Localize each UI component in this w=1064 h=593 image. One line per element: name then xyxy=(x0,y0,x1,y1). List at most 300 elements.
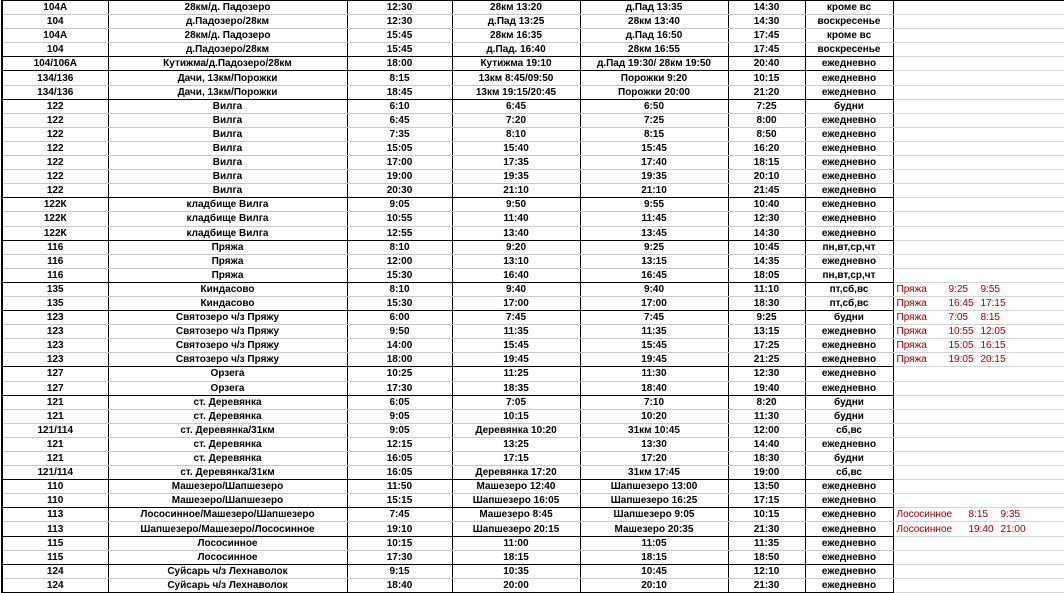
destination-cell: кладбище Вилга xyxy=(108,226,347,240)
side-note-cell xyxy=(893,99,1064,113)
operating-days-cell: пт,сб,вс xyxy=(805,282,893,296)
destination-cell: Пряжа xyxy=(108,268,347,282)
operating-days-cell: будни xyxy=(805,452,893,466)
stop-two-time-cell: 11:35 xyxy=(580,325,728,339)
timetable-row xyxy=(2,437,1064,451)
route-number-cell: 122 xyxy=(2,184,108,198)
destination-cell: ст. Деревянка xyxy=(108,409,347,423)
bus-timetable-sheet xyxy=(1,0,1064,591)
stop-two-time-cell: Порожки 9:20 xyxy=(580,71,728,85)
stop-one-time-cell: 13км 19:15/20:45 xyxy=(452,85,580,99)
arrival-time-cell: 8:20 xyxy=(728,395,805,409)
stop-one-time-cell: 17:35 xyxy=(452,156,580,170)
destination-cell: Пряжа xyxy=(108,254,347,268)
arrival-time-cell: 14:35 xyxy=(728,254,805,268)
route-number-cell: 110 xyxy=(2,494,108,508)
timetable-row xyxy=(2,127,1064,141)
arrival-time-cell: 17:45 xyxy=(728,43,805,57)
route-number-cell: 135 xyxy=(2,282,108,296)
arrival-time-cell: 10:15 xyxy=(728,508,805,522)
stop-two-time-cell: 31км 17:45 xyxy=(580,466,728,480)
operating-days-cell: ежедневно xyxy=(805,564,893,578)
destination-cell: Пряжа xyxy=(108,240,347,254)
stop-one-time-cell: 13:40 xyxy=(452,226,580,240)
route-number-cell: 104 xyxy=(2,43,108,57)
route-number-cell: 122К xyxy=(2,226,108,240)
route-number-cell: 121 xyxy=(2,409,108,423)
destination-cell: Вилга xyxy=(108,170,347,184)
stop-two-time-cell: 7:25 xyxy=(580,113,728,127)
departure-time-cell: 6:05 xyxy=(347,395,452,409)
route-number-cell: 123 xyxy=(2,339,108,353)
side-note-cell xyxy=(893,184,1064,198)
timetable-row xyxy=(2,15,1064,29)
arrival-time-cell: 12:10 xyxy=(728,564,805,578)
operating-days-cell: ежедневно xyxy=(805,536,893,550)
departure-time-cell: 9:05 xyxy=(347,409,452,423)
arrival-time-cell: 18:15 xyxy=(728,156,805,170)
stop-one-time-cell: 21:10 xyxy=(452,184,580,198)
stop-two-time-cell: д.Пад 19:30/ 28км 19:50 xyxy=(580,57,728,71)
stop-two-time-cell: 9:40 xyxy=(580,282,728,296)
departure-time-cell: 16:05 xyxy=(347,466,452,480)
destination-cell: Лососинное/Машезеро/Шапшезеро xyxy=(108,508,347,522)
route-number-cell: 134/136 xyxy=(2,71,108,85)
note-time-one: 10:55 xyxy=(948,326,974,338)
stop-two-time-cell: Порожки 20:00 xyxy=(580,85,728,99)
stop-one-time-cell: 15:45 xyxy=(452,339,580,353)
destination-cell: ст. Деревянка/31км xyxy=(108,423,347,437)
departure-time-cell: 6:45 xyxy=(347,113,452,127)
side-note-cell xyxy=(893,381,1064,395)
departure-time-cell: 11:50 xyxy=(347,480,452,494)
destination-cell: Орзега xyxy=(108,367,347,381)
timetable-row xyxy=(2,170,1064,184)
timetable-row xyxy=(2,578,1064,592)
stop-two-time-cell: 28км 13:40 xyxy=(580,15,728,29)
arrival-time-cell: 21:20 xyxy=(728,85,805,99)
departure-time-cell: 9:05 xyxy=(347,198,452,212)
departure-time-cell: 12:30 xyxy=(347,15,452,29)
destination-cell: ст. Деревянка xyxy=(108,452,347,466)
timetable-row xyxy=(2,381,1064,395)
operating-days-cell: воскресенье xyxy=(805,43,893,57)
arrival-time-cell: 13:15 xyxy=(728,325,805,339)
route-number-cell: 113 xyxy=(2,522,108,536)
timetable-row xyxy=(2,353,1064,367)
side-note-cell xyxy=(893,578,1064,592)
route-number-cell: 123 xyxy=(2,353,108,367)
note-time-one: 15:05 xyxy=(948,340,974,352)
departure-time-cell: 15:45 xyxy=(347,29,452,43)
note-time-two: 21:00 xyxy=(1000,523,1026,535)
arrival-time-cell: 9:25 xyxy=(728,311,805,325)
stop-two-time-cell: 11:05 xyxy=(580,536,728,550)
note-time-one: 9:25 xyxy=(948,283,968,295)
route-number-cell: 127 xyxy=(2,381,108,395)
arrival-time-cell: 12:30 xyxy=(728,212,805,226)
side-note-cell xyxy=(893,452,1064,466)
side-note-cell xyxy=(893,43,1064,57)
route-number-cell: 122 xyxy=(2,99,108,113)
side-note-cell xyxy=(893,564,1064,578)
note-time-two: 9:55 xyxy=(980,283,1000,295)
destination-cell: д.Падозеро/28км xyxy=(108,43,347,57)
departure-time-cell: 8:15 xyxy=(347,71,452,85)
stop-one-time-cell: 7:05 xyxy=(452,395,580,409)
departure-time-cell: 12:55 xyxy=(347,226,452,240)
operating-days-cell: ежедневно xyxy=(805,170,893,184)
timetable-row xyxy=(2,296,1064,310)
route-number-cell: 122 xyxy=(2,156,108,170)
timetable-row xyxy=(2,282,1064,296)
stop-one-time-cell: Деревянка 17:20 xyxy=(452,466,580,480)
side-note-cell xyxy=(893,423,1064,437)
destination-cell: Суйсарь ч/з Лехнаволок xyxy=(108,564,347,578)
departure-time-cell: 19:00 xyxy=(347,170,452,184)
timetable-row xyxy=(2,367,1064,381)
arrival-time-cell: 14:30 xyxy=(728,15,805,29)
stop-one-time-cell: 28км 16:35 xyxy=(452,29,580,43)
route-number-cell: 122К xyxy=(2,212,108,226)
side-note-cell xyxy=(893,409,1064,423)
stop-two-time-cell: 18:15 xyxy=(580,550,728,564)
destination-cell: Шапшезеро/Машезеро/Лососинное xyxy=(108,522,347,536)
route-number-cell: 104 xyxy=(2,15,108,29)
operating-days-cell: сб,вс xyxy=(805,423,893,437)
timetable-row xyxy=(2,71,1064,85)
stop-one-time-cell: Шапшезеро 16:05 xyxy=(452,494,580,508)
destination-cell: Орзега xyxy=(108,381,347,395)
note-place: Лососинное xyxy=(896,509,953,521)
destination-cell: Святозеро ч/з Пряжу xyxy=(108,311,347,325)
route-number-cell: 104А xyxy=(2,1,108,15)
arrival-time-cell: 21:25 xyxy=(728,353,805,367)
arrival-time-cell: 11:35 xyxy=(728,536,805,550)
operating-days-cell: сб,вс xyxy=(805,466,893,480)
note-place: Пряжа xyxy=(896,298,927,310)
route-number-cell: 121/114 xyxy=(2,466,108,480)
stop-two-time-cell: 20:10 xyxy=(580,578,728,592)
operating-days-cell: кроме вс xyxy=(805,1,893,15)
note-time-two: 17:15 xyxy=(980,298,1006,310)
departure-time-cell: 15:05 xyxy=(347,141,452,155)
stop-two-time-cell: Шапшезеро 13:00 xyxy=(580,480,728,494)
departure-time-cell: 12:30 xyxy=(347,1,452,15)
stop-one-time-cell: 13:10 xyxy=(452,254,580,268)
departure-time-cell: 15:30 xyxy=(347,296,452,310)
route-number-cell: 123 xyxy=(2,311,108,325)
departure-time-cell: 15:15 xyxy=(347,494,452,508)
stop-one-time-cell: Машезеро 8:45 xyxy=(452,508,580,522)
arrival-time-cell: 20:40 xyxy=(728,57,805,71)
route-number-cell: 121/114 xyxy=(2,423,108,437)
departure-time-cell: 12:00 xyxy=(347,254,452,268)
stop-one-time-cell: 28км 13:20 xyxy=(452,1,580,15)
stop-two-time-cell: 17:00 xyxy=(580,296,728,310)
arrival-time-cell: 21:30 xyxy=(728,522,805,536)
note-time-one: 19:40 xyxy=(968,523,994,535)
route-number-cell: 134/136 xyxy=(2,85,108,99)
route-number-cell: 122 xyxy=(2,141,108,155)
stop-two-time-cell: 7:10 xyxy=(580,395,728,409)
timetable-row xyxy=(2,452,1064,466)
destination-cell: Лососинное xyxy=(108,536,347,550)
arrival-time-cell: 10:40 xyxy=(728,198,805,212)
side-note-cell xyxy=(893,268,1064,282)
stop-two-time-cell: Машезеро 20:35 xyxy=(580,522,728,536)
stop-one-time-cell: 18:35 xyxy=(452,381,580,395)
operating-days-cell: ежедневно xyxy=(805,367,893,381)
stop-two-time-cell: 19:35 xyxy=(580,170,728,184)
side-note-cell xyxy=(893,1,1064,15)
route-number-cell: 116 xyxy=(2,240,108,254)
route-number-cell: 122 xyxy=(2,170,108,184)
timetable-row xyxy=(2,423,1064,437)
operating-days-cell: пт,сб,вс xyxy=(805,296,893,310)
stop-two-time-cell: 7:45 xyxy=(580,311,728,325)
stop-two-time-cell: 17:20 xyxy=(580,452,728,466)
destination-cell: ст. Деревянка/31км xyxy=(108,466,347,480)
operating-days-cell: кроме вс xyxy=(805,29,893,43)
destination-cell: 28км/д. Падозеро xyxy=(108,29,347,43)
stop-one-time-cell: 9:50 xyxy=(452,198,580,212)
timetable-row xyxy=(2,226,1064,240)
timetable-row xyxy=(2,1,1064,15)
route-number-cell: 123 xyxy=(2,325,108,339)
stop-one-time-cell: 18:15 xyxy=(452,550,580,564)
route-number-cell: 124 xyxy=(2,578,108,592)
timetable-row xyxy=(2,85,1064,99)
stop-two-time-cell: д.Пад 13:35 xyxy=(580,1,728,15)
operating-days-cell: ежедневно xyxy=(805,494,893,508)
route-number-cell: 121 xyxy=(2,437,108,451)
stop-two-time-cell: 9:55 xyxy=(580,198,728,212)
side-note-cell xyxy=(893,254,1064,268)
stop-one-time-cell: 20:00 xyxy=(452,578,580,592)
departure-time-cell: 18:00 xyxy=(347,57,452,71)
side-note-cell xyxy=(893,85,1064,99)
stop-two-time-cell: 28км 16:55 xyxy=(580,43,728,57)
operating-days-cell: будни xyxy=(805,99,893,113)
arrival-time-cell: 18:05 xyxy=(728,268,805,282)
side-note-cell xyxy=(893,311,1064,325)
departure-time-cell: 14:00 xyxy=(347,339,452,353)
stop-two-time-cell: 11:30 xyxy=(580,367,728,381)
operating-days-cell: ежедневно xyxy=(805,198,893,212)
stop-one-time-cell: 6:45 xyxy=(452,99,580,113)
destination-cell: Машезеро/Шапшезеро xyxy=(108,480,347,494)
departure-time-cell: 6:00 xyxy=(347,311,452,325)
destination-cell: Вилга xyxy=(108,156,347,170)
side-note-cell xyxy=(893,466,1064,480)
operating-days-cell: ежедневно xyxy=(805,113,893,127)
departure-time-cell: 9:50 xyxy=(347,325,452,339)
operating-days-cell: ежедневно xyxy=(805,437,893,451)
timetable-row xyxy=(2,43,1064,57)
route-number-cell: 116 xyxy=(2,268,108,282)
route-number-cell: 127 xyxy=(2,367,108,381)
destination-cell: Вилга xyxy=(108,113,347,127)
timetable-row xyxy=(2,184,1064,198)
departure-time-cell: 18:45 xyxy=(347,85,452,99)
destination-cell: Киндасово xyxy=(108,296,347,310)
timetable-row xyxy=(2,113,1064,127)
arrival-time-cell: 21:30 xyxy=(728,578,805,592)
arrival-time-cell: 17:15 xyxy=(728,494,805,508)
stop-one-time-cell: д.Пад 13:25 xyxy=(452,15,580,29)
side-note-cell xyxy=(893,536,1064,550)
stop-one-time-cell: 10:15 xyxy=(452,409,580,423)
stop-one-time-cell: 13км 8:45/09:50 xyxy=(452,71,580,85)
route-number-cell: 121 xyxy=(2,452,108,466)
timetable-row xyxy=(2,311,1064,325)
operating-days-cell: будни xyxy=(805,409,893,423)
timetable-row xyxy=(2,508,1064,522)
arrival-time-cell: 10:45 xyxy=(728,240,805,254)
side-note-cell xyxy=(893,494,1064,508)
route-number-cell: 116 xyxy=(2,254,108,268)
stop-one-time-cell: 11:25 xyxy=(452,367,580,381)
departure-time-cell: 17:30 xyxy=(347,550,452,564)
side-note-cell xyxy=(893,113,1064,127)
stop-two-time-cell: 15:45 xyxy=(580,339,728,353)
arrival-time-cell: 21:45 xyxy=(728,184,805,198)
arrival-time-cell: 11:10 xyxy=(728,282,805,296)
timetable-row xyxy=(2,254,1064,268)
stop-two-time-cell: 6:50 xyxy=(580,99,728,113)
stop-two-time-cell: д.Пад 16:50 xyxy=(580,29,728,43)
operating-days-cell: ежедневно xyxy=(805,71,893,85)
destination-cell: Вилга xyxy=(108,127,347,141)
route-number-cell: 121 xyxy=(2,395,108,409)
departure-time-cell: 17:00 xyxy=(347,156,452,170)
note-time-two: 12:05 xyxy=(980,326,1006,338)
operating-days-cell: ежедневно xyxy=(805,550,893,564)
stop-two-time-cell: 31км 10:45 xyxy=(580,423,728,437)
operating-days-cell: ежедневно xyxy=(805,57,893,71)
arrival-time-cell: 18:50 xyxy=(728,550,805,564)
departure-time-cell: 18:00 xyxy=(347,353,452,367)
arrival-time-cell: 14:40 xyxy=(728,437,805,451)
timetable-body xyxy=(2,1,1064,593)
stop-one-time-cell: 16:40 xyxy=(452,268,580,282)
route-number-cell: 104А xyxy=(2,29,108,43)
stop-two-time-cell: 21:10 xyxy=(580,184,728,198)
timetable-row xyxy=(2,325,1064,339)
note-place: Пряжа xyxy=(896,326,927,338)
side-note-cell xyxy=(893,240,1064,254)
side-note-cell xyxy=(893,282,1064,296)
timetable-row xyxy=(2,156,1064,170)
operating-days-cell: ежедневно xyxy=(805,381,893,395)
destination-cell: Киндасово xyxy=(108,282,347,296)
route-number-cell: 115 xyxy=(2,536,108,550)
operating-days-cell: пн,вт,ср,чт xyxy=(805,240,893,254)
stop-two-time-cell: Шапшезеро 16:25 xyxy=(580,494,728,508)
stop-two-time-cell: 13:15 xyxy=(580,254,728,268)
operating-days-cell: ежедневно xyxy=(805,325,893,339)
timetable-row xyxy=(2,550,1064,564)
departure-time-cell: 10:55 xyxy=(347,212,452,226)
stop-two-time-cell: 8:15 xyxy=(580,127,728,141)
stop-one-time-cell: 13:25 xyxy=(452,437,580,451)
arrival-time-cell: 17:45 xyxy=(728,29,805,43)
timetable-row xyxy=(2,141,1064,155)
side-note-cell xyxy=(893,141,1064,155)
operating-days-cell: ежедневно xyxy=(805,127,893,141)
stop-one-time-cell: Машезеро 12:40 xyxy=(452,480,580,494)
side-note-cell xyxy=(893,71,1064,85)
side-note-cell xyxy=(893,508,1064,522)
departure-time-cell: 9:15 xyxy=(347,564,452,578)
route-number-cell: 122К xyxy=(2,198,108,212)
destination-cell: Святозеро ч/з Пряжу xyxy=(108,325,347,339)
arrival-time-cell: 12:00 xyxy=(728,423,805,437)
arrival-time-cell: 19:00 xyxy=(728,466,805,480)
timetable-row xyxy=(2,409,1064,423)
destination-cell: Дачи, 13км/Порожки xyxy=(108,71,347,85)
timetable-row xyxy=(2,29,1064,43)
stop-two-time-cell: 19:45 xyxy=(580,353,728,367)
stop-one-time-cell: 9:40 xyxy=(452,282,580,296)
destination-cell: Вилга xyxy=(108,184,347,198)
side-note-cell xyxy=(893,353,1064,367)
departure-time-cell: 7:45 xyxy=(347,508,452,522)
destination-cell: Святозеро ч/з Пряжу xyxy=(108,353,347,367)
operating-days-cell: будни xyxy=(805,395,893,409)
timetable-row xyxy=(2,268,1064,282)
departure-time-cell: 12:15 xyxy=(347,437,452,451)
note-time-two: 9:35 xyxy=(1000,509,1020,521)
timetable-row xyxy=(2,536,1064,550)
departure-time-cell: 17:30 xyxy=(347,381,452,395)
stop-two-time-cell: 15:45 xyxy=(580,141,728,155)
note-time-one: 16:45 xyxy=(948,298,974,310)
timetable-row xyxy=(2,198,1064,212)
timetable-row xyxy=(2,480,1064,494)
arrival-time-cell: 19:40 xyxy=(728,381,805,395)
note-place: Пряжа xyxy=(896,283,927,295)
route-number-cell: 122 xyxy=(2,127,108,141)
destination-cell: ст. Деревянка xyxy=(108,437,347,451)
operating-days-cell: ежедневно xyxy=(805,184,893,198)
stop-one-time-cell: 11:40 xyxy=(452,212,580,226)
note-time-one: 8:15 xyxy=(968,509,988,521)
side-note-cell xyxy=(893,156,1064,170)
timetable-row xyxy=(2,57,1064,71)
note-place: Пряжа xyxy=(896,354,927,366)
destination-cell: кладбище Вилга xyxy=(108,212,347,226)
side-note-cell xyxy=(893,325,1064,339)
destination-cell: Святозеро ч/з Пряжу xyxy=(108,339,347,353)
stop-two-time-cell: 10:45 xyxy=(580,564,728,578)
stop-one-time-cell: 10:35 xyxy=(452,564,580,578)
destination-cell: Вилга xyxy=(108,141,347,155)
departure-time-cell: 8:10 xyxy=(347,282,452,296)
arrival-time-cell: 13:50 xyxy=(728,480,805,494)
operating-days-cell: ежедневно xyxy=(805,156,893,170)
destination-cell: Вилга xyxy=(108,99,347,113)
note-place: Пряжа xyxy=(896,312,927,324)
arrival-time-cell: 11:30 xyxy=(728,409,805,423)
arrival-time-cell: 18:30 xyxy=(728,296,805,310)
side-note-cell xyxy=(893,339,1064,353)
arrival-time-cell: 16:20 xyxy=(728,141,805,155)
stop-two-time-cell: 17:40 xyxy=(580,156,728,170)
side-note-cell xyxy=(893,198,1064,212)
timetable-row xyxy=(2,494,1064,508)
